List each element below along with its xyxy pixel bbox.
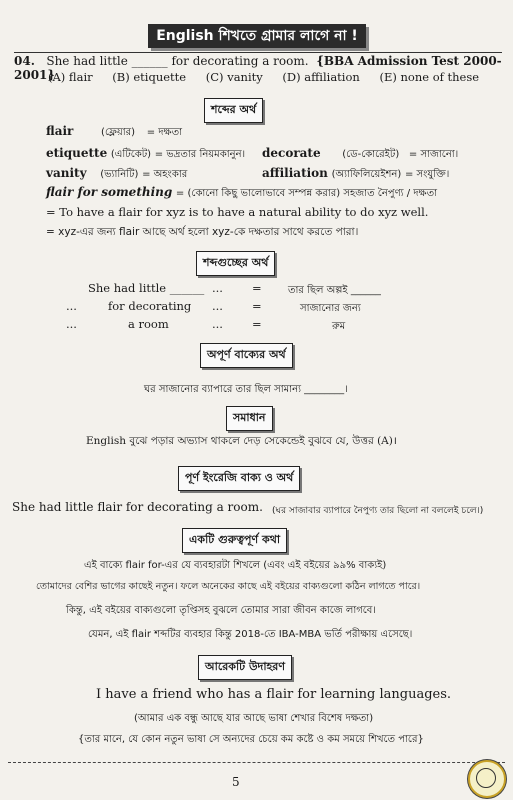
vocab-decorate	[262, 146, 458, 164]
vocab-word: flair	[46, 124, 74, 138]
solution-text: English বুঝে পড়ার অভ্যাস থাকলে দেড় সেকেন্ডেই বুঝবে যে, উত্তর (A)।	[86, 435, 397, 447]
phrase-row-1-eq: =	[252, 281, 262, 295]
vocab-flair-for	[46, 185, 437, 203]
phrase-row-2-eq: =	[252, 299, 262, 313]
example-bn: (আমার এক বন্ধু আছে যার আছে ভাষা শেখার বিশেষ দক্ষতা)	[134, 713, 374, 724]
phrase-row-2-bn: সাজানোর জন্য	[300, 303, 361, 314]
phrase-row-3: a room	[128, 317, 169, 331]
section-heading-full: পূর্ণ ইংরেজি বাক্য ও অর্থ	[178, 466, 300, 491]
vocab-note-2: = xyz-এর জন্য flair আছে অর্থ হলো xyz-কে দক্ষতার সাথে করতে পারা।	[46, 226, 359, 238]
option-d: (D) affiliation	[282, 70, 360, 84]
example-en: I have a friend who has a flair for learning languages.	[96, 687, 452, 702]
option-a: (A) flair	[48, 70, 93, 84]
full-sentence-en: She had little flair for decorating a room.	[12, 500, 263, 514]
phrase-row-2-dots: ...	[212, 299, 223, 313]
vocab-pron: (ফ্লেয়ার)	[101, 127, 136, 138]
full-sentence-bn: (ঘর সাজাবার ব্যাপারে নৈপুণ্য তার ছিলো না বললেই চলে।)	[272, 506, 484, 516]
important-line-2: তোমাদের বেশির ভাগের কাছেই নতুন। ফলে অনেকের কাছে এই বইয়ের বাক্যগুলো কঠিন লাগতে পারে।	[36, 581, 421, 592]
vocab-meaning: = সংযুক্তি।	[404, 169, 450, 180]
footer-divider	[8, 762, 505, 763]
section-heading-phrases: শব্দগুচ্ছের অর্থ	[196, 251, 275, 276]
vocab-affiliation	[262, 166, 449, 184]
vocab-word: decorate	[262, 146, 321, 160]
option-e: (E) none of these	[379, 70, 480, 84]
section-heading-important: একটি গুরুত্বপূর্ণ কথা	[182, 528, 287, 553]
vocab-pron: (অ্যাফিলিয়েইশন)	[331, 169, 402, 180]
vocab-note-1: = To have a flair for xyz is to have a natural ability to do xyz well.	[46, 205, 429, 219]
section-heading-words: শব্দের অর্থ	[204, 98, 263, 123]
vocab-flair	[46, 124, 182, 142]
vocab-meaning: = (কোনো কিছু ভালোভাবে সম্পন্ন করার) সহজাত নৈপুণ্য / দক্ষতা	[175, 188, 438, 199]
page-number: 5	[232, 775, 240, 789]
vocab-word: affiliation	[262, 166, 328, 180]
phrase-row-3-eq: =	[252, 317, 262, 331]
vocab-pron: (ডে-কোরেইট)	[342, 149, 400, 160]
question-text: She had little ______ for decorating a room.	[46, 54, 309, 68]
phrase-row-1-bn: তার ছিল অল্পই ______	[288, 285, 381, 296]
incomplete-sentence: ঘর সাজানোর ব্যাপারে তার ছিল সামান্য ________।	[144, 384, 348, 395]
vocab-meaning: = ভদ্রতার নিয়মকানুন।	[154, 149, 246, 160]
vocab-word: flair for something	[46, 185, 173, 199]
vocab-word: vanity	[46, 166, 87, 180]
question-number: 04.	[14, 54, 35, 68]
vocab-etiquette	[46, 146, 245, 164]
important-line-3: কিন্তু, এই বইয়ের বাক্যগুলো তৃপ্তিসহ বুঝলে তোমার সারা জীবন কাজে লাগবে।	[66, 605, 376, 616]
vocab-word: etiquette	[46, 146, 108, 160]
phrase-row-3-bn: রুম	[332, 321, 346, 332]
phrase-row-3-lead: ...	[66, 317, 77, 331]
phrase-row-2: for decorating	[108, 299, 192, 313]
important-line-4: যেমন, এই flair শব্দটির ব্যবহার কিন্তু 2018-তে IBA-MBA ভর্তি পরীক্ষায় এসেছে।	[88, 629, 413, 640]
logo-ring	[476, 768, 496, 788]
vocab-pron: (এটিকেট)	[110, 149, 152, 160]
phrase-en: She had little ______	[88, 281, 205, 295]
options	[48, 70, 498, 84]
option-b: (B) etiquette	[112, 70, 187, 84]
vocab-meaning: = অহংকার	[142, 169, 188, 180]
example-note: {তার মানে, যে কোন নতুন ভাষা সে অন্যদের চেয়ে কম কষ্টে ও কম সময়ে শিখতে পারে}	[78, 734, 424, 745]
vocab-vanity	[46, 166, 187, 184]
section-heading-solution: সমাধান	[226, 406, 273, 431]
phrase-row-3-dots: ...	[212, 317, 223, 331]
section-heading-example: আরেকটি উদাহরণ	[198, 655, 292, 680]
book-title-banner: English শিখতে গ্রামার লাগে না !	[148, 24, 366, 48]
divider	[14, 52, 502, 53]
vocab-meaning: = দক্ষতা	[146, 127, 183, 138]
important-line-1: এই বাক্যে flair for-এর যে ব্যবহারটা শিখলে (এবং এই বইয়ের ৯৯% বাক্যই)	[84, 560, 387, 571]
question-source: {BBA Admission Test 2000-2001}	[14, 54, 502, 82]
vocab-meaning: = সাজানো।	[408, 149, 459, 160]
vocab-pron: (ভ্যানিটি)	[100, 169, 139, 180]
section-heading-incomplete: অপূর্ণ বাক্যের অর্থ	[200, 343, 293, 368]
phrase-row-1-dots: ...	[212, 281, 223, 295]
publisher-logo	[468, 760, 506, 798]
phrase-row-2-lead: ...	[66, 299, 77, 313]
phrase-row-1	[88, 281, 204, 295]
option-c: (C) vanity	[205, 70, 263, 84]
